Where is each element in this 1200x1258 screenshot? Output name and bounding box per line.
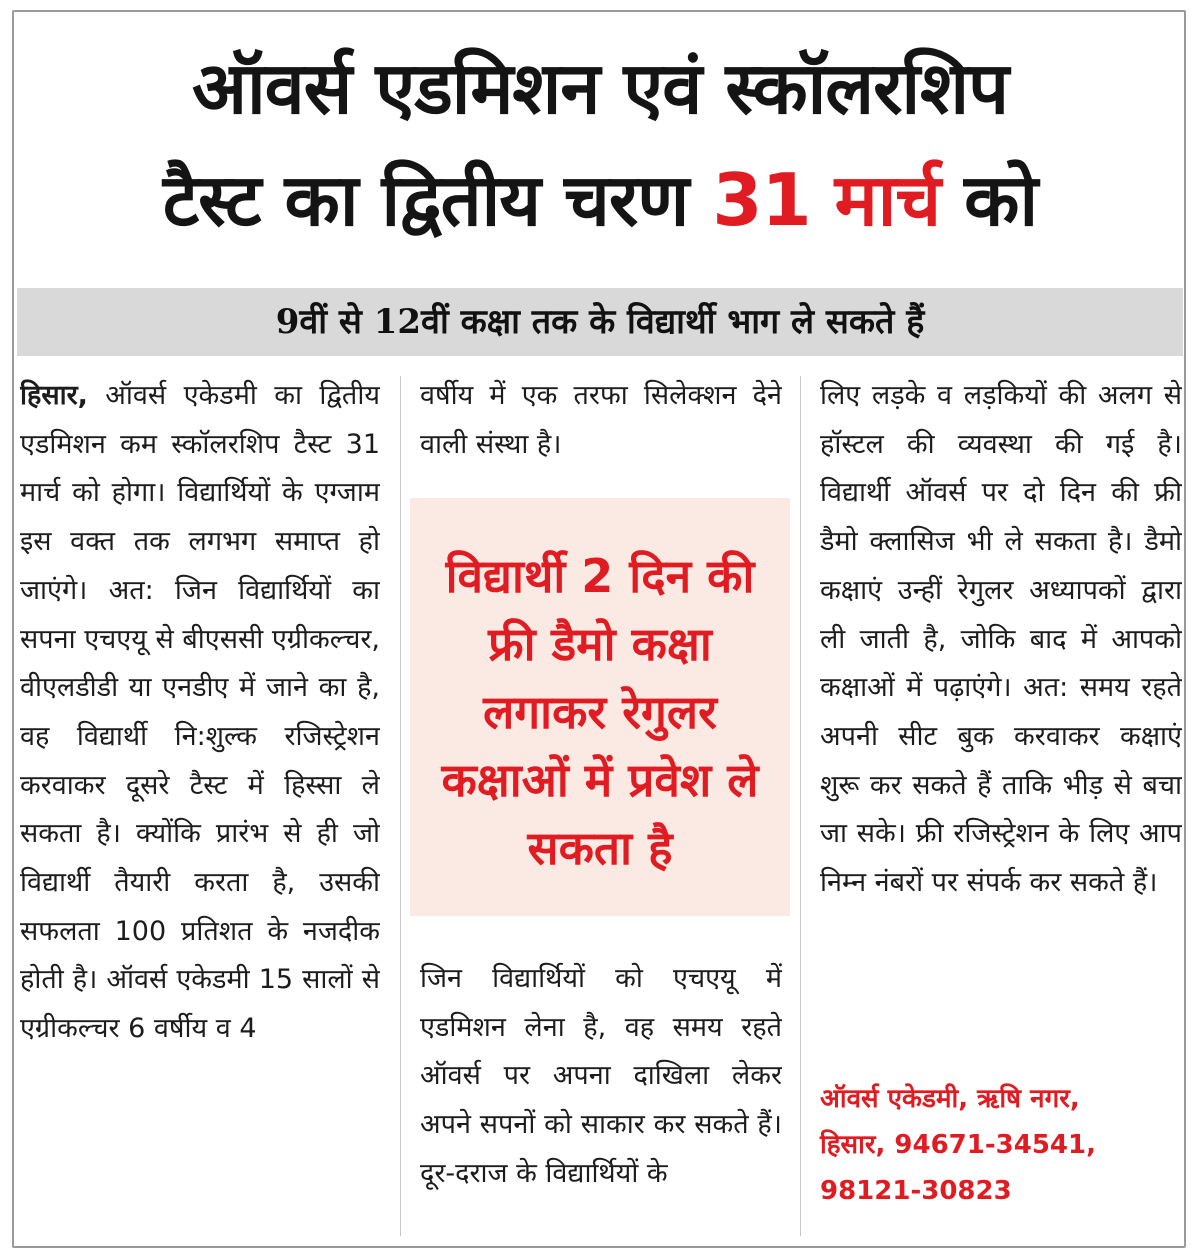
headline-date-highlight: 31 मार्च xyxy=(712,158,941,242)
headline-line-2-prefix: टैस्ट का द्वितीय चरण xyxy=(162,158,689,242)
column-divider xyxy=(800,376,801,1236)
contact-block xyxy=(820,1076,1182,1214)
dateline: हिसार, xyxy=(20,380,88,411)
contact-city-phone: हिसार, 94671-34541, xyxy=(820,1130,1096,1160)
highlight-box: विद्यार्थी 2 दिन की फ्री डैमो कक्षा लगाकर रेगुलर कक्षाओं में प्रवेश ले सकता है xyxy=(410,498,790,916)
headline-line-2 xyxy=(12,150,1188,250)
headline-line-2-suffix: को xyxy=(964,158,1038,242)
headline-line-1: ऑवर्स एडमिशन एवं स्कॉलरशिप xyxy=(191,46,1009,130)
column-1-text: ऑवर्स एकेडमी का द्वितीय एडमिशन कम स्कॉलरशिप टैस्ट 31 मार्च को होगा। विद्यार्थियों के एग्जाम इस वक्त तक लगभग समाप्त हो जाएंगे। अत: जिन विद्यार्थियों का सपना एचएयू से बीएससी एग्रीकल्चर, वीएलडीडी या एनडीए में जाने का है, वह विद्यार्थी नि:शुल्क रजिस्ट्रेशन करवाकर दूसरे टैस्ट में हिस्सा ले सकता है। क्योंकि प्रारंभ से ही जो विद्यार्थी तैयारी करता है, उसकी सफलता 100 प्रतिशत के नजदीक होती है। ऑवर्स एकेडमी 15 सालों से एग्रीकल्चर 6 वर्षीय व 4 xyxy=(20,380,380,1045)
article-column-2-bottom: जिन विद्यार्थियों को एचएयू में एडमिशन लेना है, वह समय रहते ऑवर्स पर अपना दाखिला लेकर अपने सपनों को साकार कर सकते हैं। दूर-दराज के विद्यार्थियों के xyxy=(420,963,782,1189)
article-column-1 xyxy=(20,372,380,1248)
contact-address: ऑवर्स एकेडमी, ऋषि नगर, xyxy=(820,1084,1080,1114)
column-divider xyxy=(400,376,401,1236)
subheadline-bar: 9वीं से 12वीं कक्षा तक के विद्यार्थी भाग ले सकते हैं xyxy=(17,288,1183,356)
article-column-3: लिए लड़के व लड़कियों की अलग से हॉस्टल की व्यवस्था की गई है। विद्यार्थी ऑवर्स पर दो दिन की फ्री डैमो क्लासिज भी ले सकता है। डैमो कक्षाएं उन्हीं रेगुलर अध्यापकों द्वारा ली जाती है, जोकि बाद में आपको कक्षाओं में पढ़ाएंगे। अत: समय रहते अपनी सीट बुक करवाकर कक्षाएं शुरू कर सकते हैं ताकि भीड़ से बचा जा सके। फ्री रजिस्ट्रेशन के लिए आप निम्न नंबरों पर संपर्क कर सकते हैं। xyxy=(820,380,1182,899)
article-column-2-top: वर्षीय में एक तरफा सिलेक्शन देने वाली संस्था है। xyxy=(420,380,782,460)
contact-phone-2: 98121-30823 xyxy=(820,1176,1012,1206)
